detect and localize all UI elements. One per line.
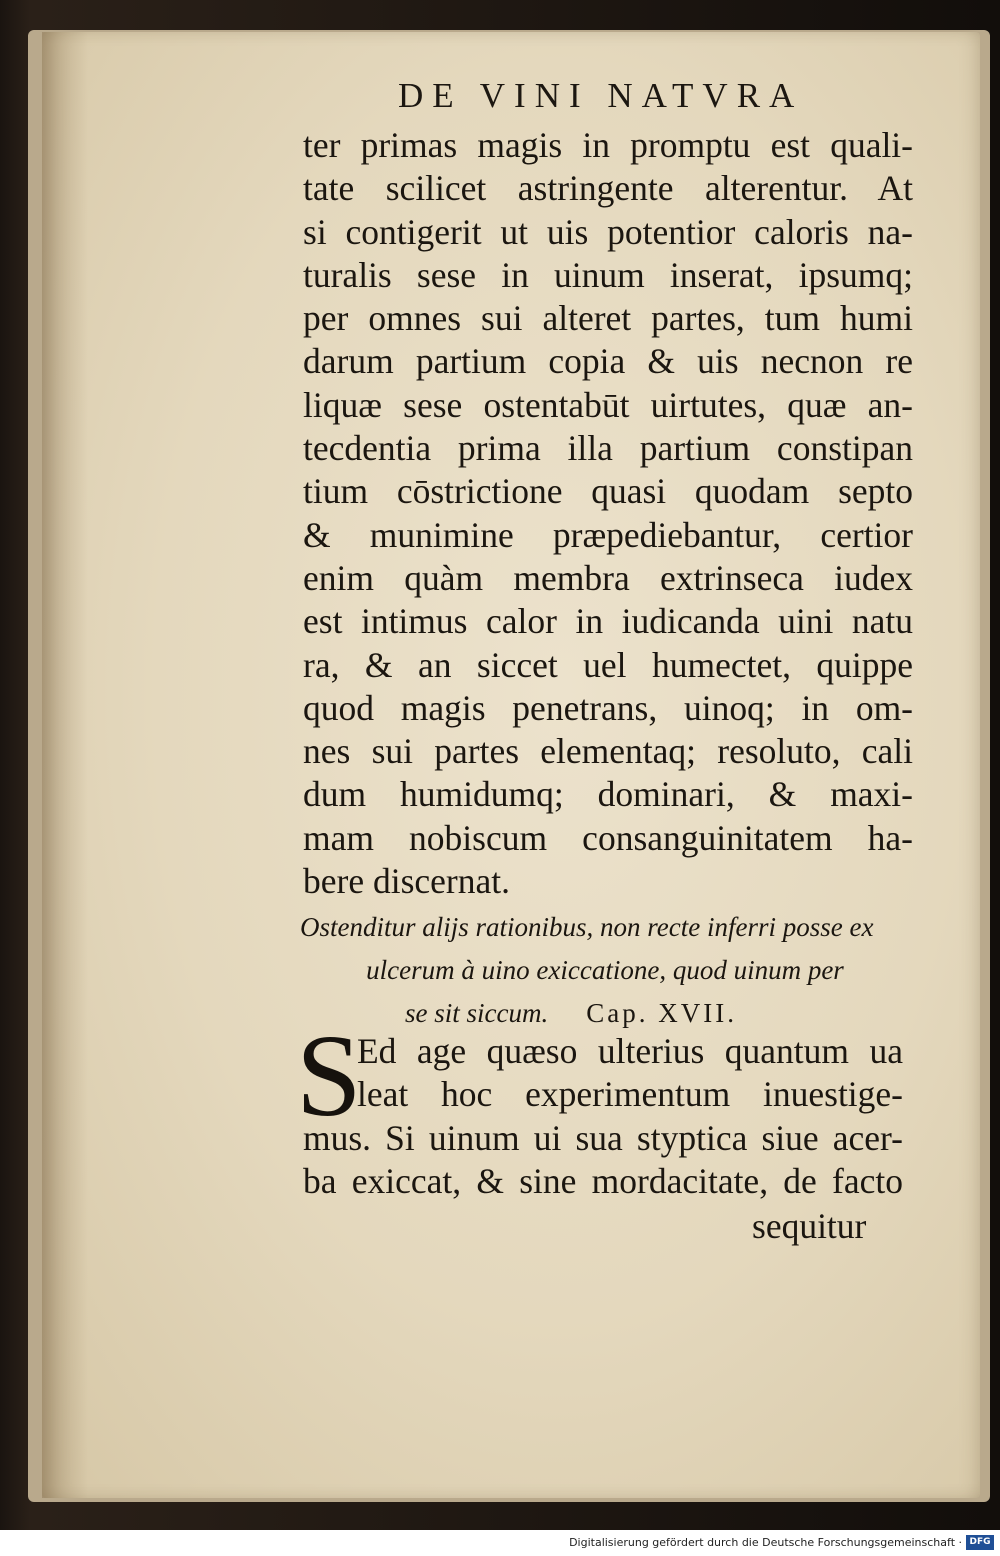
chapter-heading-line-3-text: se sit siccum. bbox=[405, 998, 549, 1028]
text-line: & munimine præpediebantur, certior bbox=[303, 514, 913, 555]
text-line: leat hoc experimentum inuestige- bbox=[357, 1074, 903, 1115]
text-line: darum partium copia & uis necnon re bbox=[303, 341, 913, 382]
text-line: mus. Si uinum ui sua styptica siue acer- bbox=[303, 1117, 903, 1158]
text-line: bere discernat. bbox=[303, 861, 510, 902]
running-head: DE VINI NATVRA bbox=[398, 76, 804, 115]
text-line: est intimus calor in iudicanda uini natu bbox=[303, 601, 913, 642]
text-line: liquæ sese ostentabūt uirtutes, quæ an- bbox=[303, 384, 913, 425]
text-line: turalis sese in uinum inserat, ipsumq; bbox=[303, 254, 913, 295]
text-line: tecdentia prima illa partium constipan bbox=[303, 428, 913, 469]
text-line: nes sui partes elementaq; resoluto, cali bbox=[303, 731, 913, 772]
text-line: ter primas magis in promptu est quali- bbox=[303, 125, 913, 165]
text-line: dum humidumq; dominari, & maxi- bbox=[303, 774, 913, 815]
text-line: ra, & an siccet uel humectet, quippe bbox=[303, 644, 913, 685]
text-line: per omnes sui alteret partes, tum humi bbox=[303, 298, 913, 339]
text-line: Ed age quæso ulterius quantum ua bbox=[357, 1031, 903, 1071]
text-line: enim quàm membra extrinseca iudex bbox=[303, 557, 913, 598]
text-line: si contigerit ut uis potentior caloris na- bbox=[303, 211, 913, 252]
chapter-heading bbox=[300, 906, 910, 1035]
chapter-heading-line-3 bbox=[300, 992, 910, 1035]
drop-cap-initial: S bbox=[296, 1010, 362, 1141]
chapter-heading-line-1: Ostenditur alijs rationibus, non recte inferri posse ex bbox=[300, 912, 874, 942]
text-line: ba exiccat, & sine mordacitate, de facto bbox=[303, 1160, 903, 1201]
footer-bar bbox=[0, 1530, 1000, 1556]
chapter-heading-line-2: ulcerum à uino exiccatione, quod uinum per bbox=[366, 955, 844, 985]
catchword: sequitur bbox=[752, 1206, 867, 1246]
text-line: quod magis penetrans, uinoq; in om- bbox=[303, 687, 913, 728]
dfg-logo: DFG bbox=[966, 1535, 994, 1550]
chapter-label: Cap. XVII. bbox=[586, 998, 737, 1028]
second-paragraph bbox=[303, 1030, 903, 1203]
body-paragraph bbox=[303, 124, 913, 903]
footer-credit: Digitalisierung gefördert durch die Deutsche Forschungsgemeinschaft · bbox=[569, 1536, 962, 1549]
text-line: tate scilicet astringente alterentur. At bbox=[303, 168, 913, 209]
text-line: tium cōstrictione quasi quodam septo bbox=[303, 471, 913, 512]
text-line: mam nobiscum consanguinitatem ha- bbox=[303, 817, 913, 858]
